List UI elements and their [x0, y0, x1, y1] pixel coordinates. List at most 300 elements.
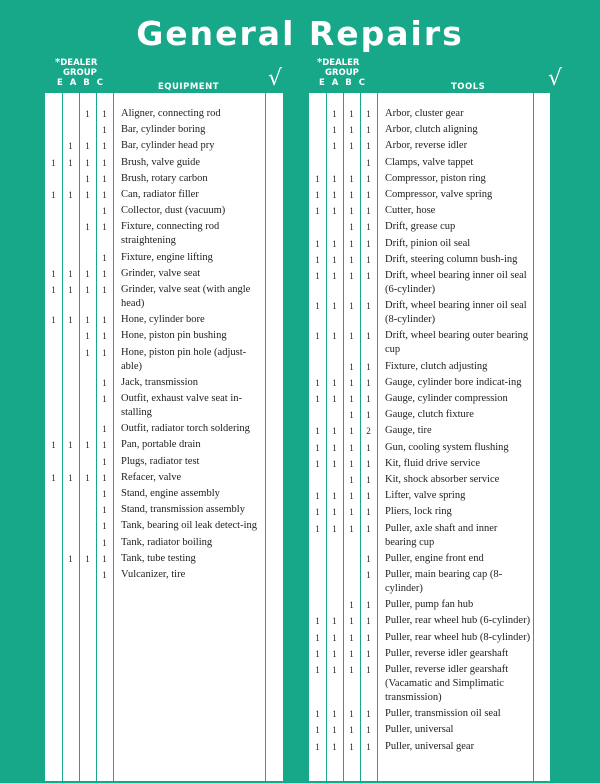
tools-row	[309, 376, 550, 390]
tools-mark-e: 1	[315, 632, 320, 643]
equipment-mark-c: 1	[102, 206, 107, 217]
tools-item-label: Lifter, valve spring	[385, 490, 466, 502]
equipment-row	[45, 455, 283, 469]
tools-check-icon: √	[548, 66, 563, 91]
equipment-mark-c: 1	[102, 109, 107, 119]
equipment-mark-a: 1	[68, 190, 73, 200]
equipment-mark-b: 1	[85, 268, 90, 279]
tools-row	[309, 360, 550, 374]
equipment-item-label: Aligner, connecting rod	[121, 108, 221, 119]
equipment-row	[45, 376, 283, 390]
tools-row	[309, 107, 550, 121]
equipment-mark-b: 1	[85, 553, 90, 564]
tools-row	[309, 505, 550, 519]
equipment-item-label: Hone, piston pin hole (adjust-able)	[121, 346, 247, 372]
tools-mark-b: 1	[349, 190, 354, 200]
equipment-mark-b: 1	[85, 157, 90, 168]
equipment-mark-c: 1	[102, 537, 107, 548]
tools-item-label: Kit, fluid drive service	[385, 457, 481, 469]
equipment-mark-c: 1	[102, 394, 107, 404]
equipment-item-label: Plugs, radiator test	[121, 455, 200, 467]
tools-mark-c: 1	[366, 157, 371, 168]
tools-mark-a: 1	[332, 331, 337, 342]
equipment-item-label: Brush, rotary carbon	[121, 172, 208, 184]
equipment-mark-c: 1	[102, 456, 107, 467]
tools-mark-c: 1	[366, 238, 371, 249]
equipment-item-label: Outfit, radiator torch soldering	[121, 423, 250, 435]
tools-mark-a: 1	[332, 125, 337, 136]
equipment-row	[45, 392, 283, 420]
equipment-dealer-group-header: *DEALER GROUP E A B C	[55, 57, 103, 88]
equipment-mark-c: 1	[102, 505, 107, 516]
tools-row	[309, 568, 550, 596]
tools-item-label: Gauge, cylinder compression	[385, 393, 508, 404]
tools-mark-b: 1	[349, 632, 354, 643]
equipment-mark-c: 1	[102, 125, 107, 136]
tools-mark-a: 1	[332, 665, 337, 675]
tools-mark-c: 1	[366, 331, 371, 342]
tools-mark-c: 1	[366, 377, 371, 388]
tools-mark-e: 1	[315, 491, 320, 502]
tools-row	[309, 614, 550, 628]
tools-item-label: Puller, pump fan hub	[385, 599, 474, 611]
equipment-item-label: Bar, cylinder boring	[121, 124, 206, 136]
tools-mark-a: 1	[332, 254, 337, 265]
tools-mark-a: 1	[332, 301, 337, 312]
equipment-row	[45, 251, 283, 265]
tools-row	[309, 156, 550, 170]
tools-row	[309, 723, 550, 737]
tools-item-label: Puller, rear wheel hub (6-cylinder)	[385, 615, 531, 627]
tools-item-label: Drift, wheel bearing outer bearing cup	[385, 330, 529, 356]
tools-mark-c: 1	[366, 394, 371, 404]
tools-mark-e: 1	[315, 238, 320, 249]
tools-item-label: Cutter, hose	[385, 205, 436, 217]
tools-mark-b: 1	[349, 458, 354, 469]
tools-mark-a: 1	[332, 709, 337, 720]
tools-mark-c: 1	[366, 507, 371, 518]
tools-mark-a: 1	[332, 377, 337, 388]
tools-row	[309, 552, 550, 566]
equipment-item-label: Stand, transmission assembly	[121, 504, 245, 516]
tools-mark-e: 1	[315, 458, 320, 469]
tools-mark-e: 1	[315, 725, 320, 736]
tools-item-label: Puller, reverse idler gearshaft (Vacamatic and Simplimatic transmission)	[385, 664, 509, 703]
tools-row	[309, 253, 550, 267]
tools-mark-a: 1	[332, 458, 337, 469]
tools-mark-c: 1	[366, 141, 371, 152]
tools-mark-c: 1	[366, 361, 371, 372]
equipment-mark-a: 1	[68, 157, 73, 168]
tools-header: TOOLS	[451, 82, 486, 92]
tools-item-label: Puller, axle shaft and inner bearing cup	[385, 522, 498, 548]
equipment-mark-c: 1	[102, 347, 107, 358]
tools-mark-e: 1	[315, 377, 320, 388]
tools-item-label: Puller, reverse idler gearshaft	[385, 647, 509, 659]
equipment-mark-c: 1	[102, 141, 107, 152]
tools-mark-a: 1	[332, 394, 337, 404]
tools-mark-c: 1	[366, 491, 371, 502]
equipment-mark-b: 1	[85, 472, 90, 483]
tools-item-label: Arbor, reverse idler	[385, 140, 468, 152]
tools-item-label: Drift, wheel bearing inner oil seal (8-cylinder)	[385, 300, 527, 326]
tools-mark-e: 1	[315, 616, 320, 627]
equipment-item-label: Tank, bearing oil leak detect-ing	[121, 520, 258, 532]
tools-row	[309, 707, 550, 721]
tools-mark-b: 1	[349, 141, 354, 152]
equipment-item-label: Vulcanizer, tire	[121, 569, 186, 580]
tools-mark-a: 1	[332, 442, 337, 453]
equipment-mark-a: 1	[68, 315, 73, 326]
equipment-mark-a: 1	[68, 141, 73, 152]
equipment-mark-c: 1	[102, 222, 107, 233]
tools-item-label: Gauge, clutch fixture	[385, 409, 474, 421]
tools-mark-b: 1	[349, 238, 354, 249]
tools-mark-b: 1	[349, 523, 354, 534]
tools-row	[309, 457, 550, 471]
equipment-mark-c: 1	[102, 331, 107, 342]
tools-mark-b: 1	[349, 361, 354, 372]
tools-mark-b: 1	[349, 410, 354, 421]
tools-row	[309, 220, 550, 234]
equipment-row	[45, 422, 283, 436]
tools-mark-b: 1	[349, 109, 354, 119]
tools-item-label: Pliers, lock ring	[385, 506, 452, 518]
equipment-row	[45, 471, 283, 485]
tools-mark-b: 1	[349, 665, 354, 675]
tools-mark-c: 1	[366, 523, 371, 534]
tools-item-label: Kit, shock absorber service	[385, 474, 500, 485]
equipment-row	[45, 438, 283, 452]
equipment-mark-c: 1	[102, 157, 107, 168]
tools-mark-b: 1	[349, 507, 354, 518]
tools-item-label: Puller, engine front end	[385, 552, 484, 564]
tools-mark-b: 1	[349, 475, 354, 485]
equipment-mark-c: 1	[102, 553, 107, 564]
equipment-row	[45, 123, 283, 137]
tools-mark-b: 1	[349, 271, 354, 281]
tools-mark-c: 2	[366, 426, 371, 437]
tools-mark-b: 1	[349, 725, 354, 736]
tools-mark-e: 1	[315, 331, 320, 342]
tools-mark-a: 1	[332, 238, 337, 249]
equipment-row	[45, 329, 283, 343]
tools-item-label: Puller, main bearing cap (8-cylinder)	[385, 569, 503, 594]
equipment-item-label: Fixture, engine lifting	[121, 251, 213, 263]
tools-mark-a: 1	[332, 141, 337, 152]
tools-mark-e: 1	[315, 254, 320, 265]
tools-table	[309, 93, 550, 781]
equipment-mark-b: 1	[85, 285, 90, 295]
equipment-item-label: Tank, tube testing	[121, 552, 196, 564]
tools-mark-c: 1	[366, 600, 371, 611]
equipment-mark-b: 1	[85, 190, 90, 200]
tools-item-label: Arbor, cluster gear	[385, 108, 464, 119]
tools-mark-a: 1	[332, 426, 337, 437]
tools-mark-a: 1	[332, 507, 337, 518]
tools-mark-b: 1	[349, 600, 354, 611]
equipment-row	[45, 283, 283, 311]
tools-mark-c: 1	[366, 301, 371, 312]
tools-mark-e: 1	[315, 648, 320, 659]
tools-item-label: Clamps, valve tappet	[385, 156, 474, 168]
tools-item-label: Drift, wheel bearing inner oil seal (6-cylinder)	[385, 270, 527, 295]
group-letters: E A B C	[319, 78, 365, 88]
tools-mark-c: 1	[366, 648, 371, 659]
tools-row	[309, 204, 550, 218]
equipment-row	[45, 156, 283, 170]
equipment-mark-c: 1	[102, 285, 107, 295]
equipment-mark-c: 1	[102, 173, 107, 184]
tools-mark-c: 1	[366, 665, 371, 675]
tools-mark-c: 1	[366, 254, 371, 265]
tools-mark-a: 1	[332, 109, 337, 119]
dealer-label: DEALER	[60, 58, 98, 68]
tools-mark-c: 1	[366, 475, 371, 485]
tools-mark-e: 1	[315, 271, 320, 281]
tools-row	[309, 441, 550, 455]
tools-mark-c: 1	[366, 458, 371, 469]
equipment-mark-e: 1	[51, 440, 56, 451]
tools-row	[309, 329, 550, 357]
tools-mark-e: 1	[315, 426, 320, 437]
tools-mark-c: 1	[366, 632, 371, 643]
equipment-row	[45, 267, 283, 281]
tools-mark-c: 1	[366, 616, 371, 627]
tools-mark-b: 1	[349, 222, 354, 233]
tools-row	[309, 139, 550, 153]
equipment-check-icon: √	[268, 66, 283, 91]
tools-mark-a: 1	[332, 206, 337, 217]
equipment-row	[45, 107, 283, 121]
tools-mark-e: 1	[315, 190, 320, 200]
tools-row	[309, 740, 550, 754]
equipment-mark-c: 1	[102, 521, 107, 532]
tools-mark-a: 1	[332, 190, 337, 200]
tools-mark-e: 1	[315, 665, 320, 675]
tools-row	[309, 299, 550, 327]
tools-mark-a: 1	[332, 632, 337, 643]
dealer-label: DEALER	[322, 58, 360, 68]
equipment-row	[45, 172, 283, 186]
equipment-header: EQUIPMENT	[158, 82, 220, 92]
tools-mark-b: 1	[349, 616, 354, 627]
tools-item-label: Arbor, clutch aligning	[385, 124, 478, 136]
tools-mark-e: 1	[315, 442, 320, 453]
tools-mark-a: 1	[332, 741, 337, 752]
equipment-mark-e: 1	[51, 268, 56, 279]
tools-row	[309, 408, 550, 422]
tools-mark-a: 1	[332, 173, 337, 184]
tools-mark-c: 1	[366, 222, 371, 233]
tools-row	[309, 172, 550, 186]
tools-item-label: Puller, rear wheel hub (8-cylinder)	[385, 631, 531, 643]
equipment-item-label: Hone, cylinder bore	[121, 314, 205, 326]
equipment-mark-b: 1	[85, 141, 90, 152]
tools-row	[309, 647, 550, 661]
tools-mark-c: 1	[366, 442, 371, 453]
equipment-mark-e: 1	[51, 472, 56, 483]
equipment-mark-a: 1	[68, 285, 73, 295]
tools-row	[309, 631, 550, 645]
tools-mark-b: 1	[349, 741, 354, 752]
tools-item-label: Drift, grease cup	[385, 221, 456, 233]
equipment-row	[45, 139, 283, 153]
equipment-mark-a: 1	[68, 472, 73, 483]
tools-mark-a: 1	[332, 616, 337, 627]
equipment-item-label: Can, radiator filler	[121, 189, 199, 200]
equipment-row	[45, 568, 283, 582]
equipment-row	[45, 536, 283, 550]
tools-mark-b: 1	[349, 173, 354, 184]
tools-mark-c: 1	[366, 725, 371, 736]
tools-mark-c: 1	[366, 553, 371, 564]
tools-mark-a: 1	[332, 491, 337, 502]
equipment-mark-b: 1	[85, 173, 90, 184]
equipment-mark-c: 1	[102, 190, 107, 200]
tools-mark-b: 1	[349, 491, 354, 502]
equipment-mark-c: 1	[102, 424, 107, 435]
page-title: General Repairs	[136, 14, 464, 53]
equipment-mark-b: 1	[85, 331, 90, 342]
tools-mark-e: 1	[315, 507, 320, 518]
equipment-item-label: Tank, radiator boiling	[121, 536, 213, 548]
tools-mark-e: 1	[315, 301, 320, 312]
tools-mark-c: 1	[366, 109, 371, 119]
group-label: GROUP	[325, 68, 359, 78]
equipment-mark-e: 1	[51, 157, 56, 168]
equipment-item-label: Grinder, valve seat (with angle head)	[121, 284, 251, 309]
equipment-mark-b: 1	[85, 347, 90, 358]
tools-mark-a: 1	[332, 271, 337, 281]
equipment-row	[45, 519, 283, 533]
equipment-mark-c: 1	[102, 377, 107, 388]
tools-dealer-group-header: *DEALER GROUP E A B C	[317, 57, 365, 88]
equipment-item-label: Grinder, valve seat	[121, 267, 201, 279]
tools-row	[309, 392, 550, 406]
tools-mark-c: 1	[366, 190, 371, 200]
tools-mark-b: 1	[349, 442, 354, 453]
tools-mark-c: 1	[366, 410, 371, 421]
equipment-row	[45, 188, 283, 202]
tools-item-label: Compressor, piston ring	[385, 172, 486, 184]
equipment-item-label: Brush, valve guide	[121, 156, 201, 168]
tools-mark-c: 1	[366, 709, 371, 720]
tools-item-label: Drift, pinion oil seal	[385, 237, 471, 249]
tools-mark-c: 1	[366, 741, 371, 752]
tools-mark-b: 1	[349, 301, 354, 312]
equipment-row	[45, 503, 283, 517]
equipment-item-label: Bar, cylinder head pry	[121, 140, 215, 152]
equipment-mark-b: 1	[85, 109, 90, 119]
equipment-mark-b: 1	[85, 440, 90, 451]
equipment-mark-a: 1	[68, 440, 73, 451]
equipment-item-label: Hone, piston pin bushing	[121, 330, 227, 342]
tools-mark-b: 1	[349, 709, 354, 720]
equipment-row	[45, 487, 283, 501]
tools-mark-b: 1	[349, 254, 354, 265]
tools-mark-e: 1	[315, 394, 320, 404]
equipment-mark-e: 1	[51, 190, 56, 200]
equipment-mark-c: 1	[102, 268, 107, 279]
tools-mark-b: 1	[349, 206, 354, 217]
tools-mark-b: 1	[349, 377, 354, 388]
equipment-mark-e: 1	[51, 285, 56, 295]
equipment-item-label: Stand, engine assembly	[121, 488, 220, 499]
tools-mark-e: 1	[315, 523, 320, 534]
equipment-mark-a: 1	[68, 268, 73, 279]
equipment-item-label: Collector, dust (vacuum)	[121, 205, 226, 217]
equipment-mark-c: 1	[102, 570, 107, 580]
tools-row	[309, 598, 550, 612]
equipment-item-label: Pan, portable drain	[121, 439, 201, 451]
tools-row	[309, 522, 550, 550]
tools-item-label: Fixture, clutch adjusting	[385, 360, 488, 372]
equipment-table	[45, 93, 283, 781]
equipment-mark-c: 1	[102, 252, 107, 263]
equipment-mark-c: 1	[102, 440, 107, 451]
tools-item-label: Gauge, cylinder bore indicat-ing	[385, 376, 522, 388]
group-letters: E A B C	[57, 78, 103, 88]
equipment-row	[45, 552, 283, 566]
equipment-row	[45, 220, 283, 248]
tools-row	[309, 123, 550, 137]
equipment-mark-c: 1	[102, 489, 107, 499]
equipment-row	[45, 204, 283, 218]
tools-item-label: Puller, transmission oil seal	[385, 708, 501, 720]
tools-mark-e: 1	[315, 709, 320, 720]
tools-mark-e: 1	[315, 173, 320, 184]
group-label: GROUP	[63, 68, 97, 78]
equipment-row	[45, 313, 283, 327]
equipment-item-label: Fixture, connecting rod straightening	[121, 221, 220, 247]
equipment-row	[45, 346, 283, 374]
tools-mark-b: 1	[349, 426, 354, 437]
tools-item-label: Compressor, valve spring	[385, 189, 493, 200]
tools-item-label: Gauge, tire	[385, 425, 432, 437]
equipment-mark-c: 1	[102, 315, 107, 326]
equipment-item-label: Jack, transmission	[121, 376, 198, 388]
tools-mark-e: 1	[315, 741, 320, 752]
equipment-mark-e: 1	[51, 315, 56, 326]
tools-mark-c: 1	[366, 206, 371, 217]
equipment-mark-a: 1	[68, 553, 73, 564]
equipment-mark-c: 1	[102, 472, 107, 483]
tools-mark-c: 1	[366, 271, 371, 281]
tools-mark-e: 1	[315, 206, 320, 217]
tools-item-label: Gun, cooling system flushing	[385, 441, 509, 453]
tools-row	[309, 424, 550, 438]
tools-row	[309, 489, 550, 503]
equipment-mark-b: 1	[85, 222, 90, 233]
tools-mark-a: 1	[332, 523, 337, 534]
tools-item-label: Drift, steering column bush-ing	[385, 253, 518, 265]
tools-row	[309, 269, 550, 297]
tools-row	[309, 237, 550, 251]
tools-item-label: Puller, universal gear	[385, 740, 475, 752]
tools-mark-a: 1	[332, 725, 337, 736]
tools-row	[309, 663, 550, 705]
tools-mark-b: 1	[349, 125, 354, 136]
tools-mark-c: 1	[366, 125, 371, 136]
tools-mark-b: 1	[349, 331, 354, 342]
tools-mark-c: 1	[366, 173, 371, 184]
tools-row	[309, 188, 550, 202]
tools-item-label: Puller, universal	[385, 724, 454, 736]
equipment-item-label: Outfit, exhaust valve seat in-stalling	[121, 393, 243, 418]
tools-mark-b: 1	[349, 394, 354, 404]
tools-mark-c: 1	[366, 570, 371, 580]
